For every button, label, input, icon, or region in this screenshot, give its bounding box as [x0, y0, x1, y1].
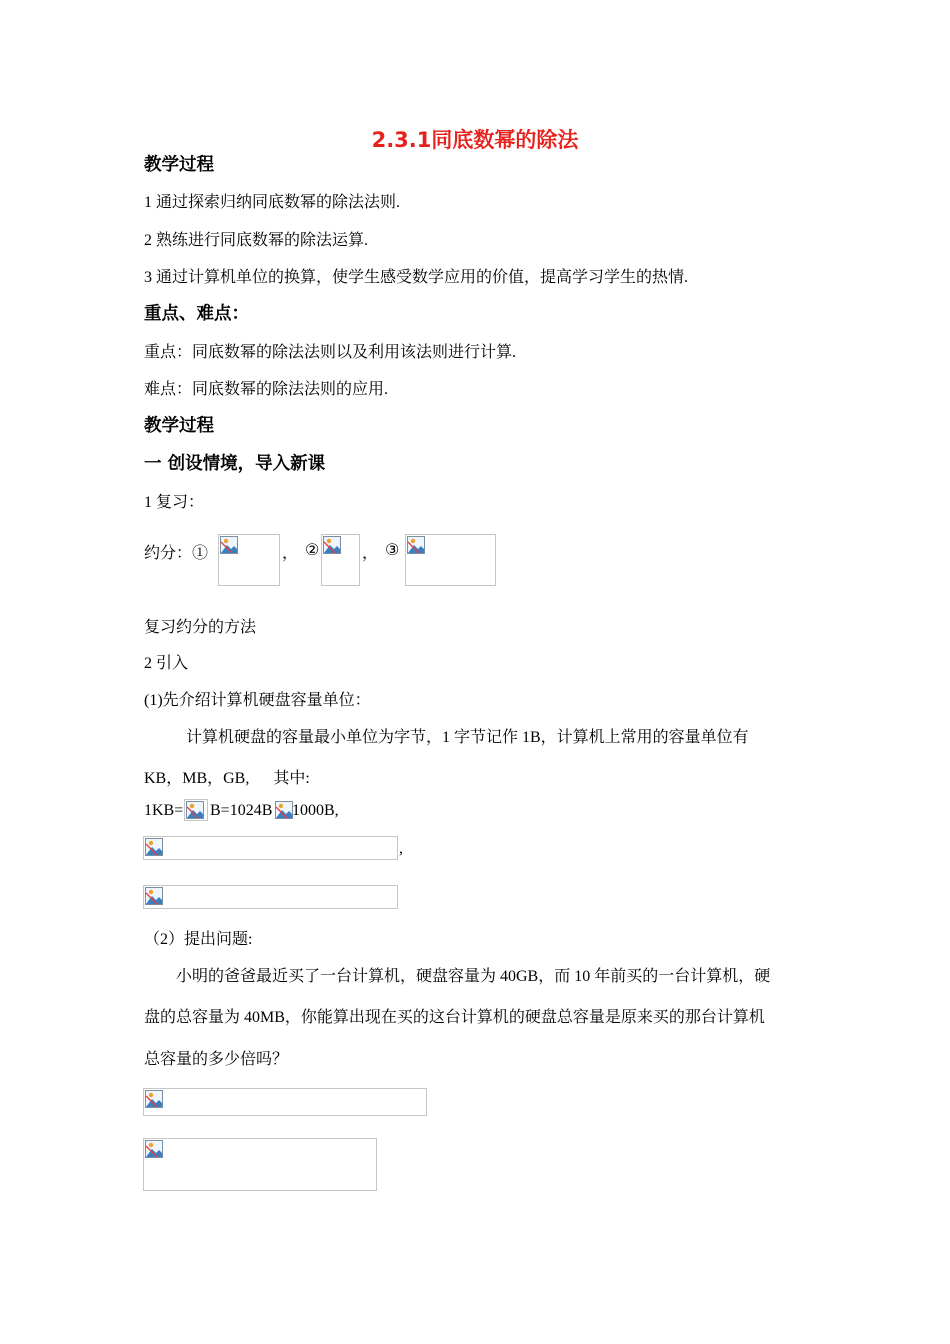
heading-teaching-process: 教学过程 — [144, 155, 214, 175]
question-label: （2）提出问题: — [144, 931, 253, 948]
key-point-text: 重点：同底数幂的除法法则以及利用该法则进行计算. — [144, 344, 517, 361]
kb-suffix: 1000B, — [292, 802, 339, 819]
question-line-3: 总容量的多少倍吗？ — [144, 1051, 289, 1068]
separator-2: ， — [362, 545, 379, 562]
formula-image-approx — [275, 801, 293, 819]
review-label: 1 复习： — [144, 494, 205, 511]
fraction-image-2 — [321, 534, 360, 586]
paragraph-line-1: 计算机硬盘的容量最小单位为字节，1 字节记作 1B，计算机上常用的容量单位有 — [186, 729, 749, 746]
objective-item-2: 2 熟练进行同底数幂的除法运算. — [144, 232, 369, 249]
broken-image-icon — [220, 536, 238, 554]
formula-image-gb — [143, 885, 398, 909]
subheading-intro: 一 创设情境，导入新课 — [144, 454, 326, 474]
broken-image-icon — [275, 801, 293, 819]
item-number-3: ③ — [385, 542, 400, 559]
item-number-2: ② — [305, 542, 320, 559]
kb-prefix: 1KB= — [144, 802, 184, 819]
broken-image-icon — [145, 1090, 163, 1108]
intro-step-1: (1)先介绍计算机硬盘容量单位： — [144, 692, 371, 709]
paragraph-line-2: KB，MB，GB, 其中: — [144, 770, 310, 787]
difficulty-text: 难点：同底数幂的除法法则的应用. — [144, 381, 389, 398]
kb-middle: B=1024B — [210, 802, 273, 819]
objective-item-1: 1 通过探索归纳同底数幂的除法法则. — [144, 194, 401, 211]
broken-image-icon — [145, 887, 163, 905]
formula-image-mb — [143, 836, 398, 860]
broken-image-icon — [186, 801, 204, 819]
broken-image-icon — [407, 536, 425, 554]
formula-image-kb — [184, 799, 208, 821]
document-title: 2.3.1同底数幂的除法 — [371, 128, 579, 152]
fraction-image-1 — [218, 534, 280, 586]
question-line-1: 小明的爸爸最近买了一台计算机，硬盘容量为 40GB，而 10 年前买的一台计算机，硬 — [176, 968, 771, 985]
review-method: 复习约分的方法 — [144, 619, 257, 636]
broken-image-icon — [145, 838, 163, 856]
fraction-image-3 — [405, 534, 496, 586]
question-line-2: 盘的总容量为 40MB，你能算出现在买的这台计算机的硬盘总容量是原来买的那台计算机 — [144, 1009, 765, 1026]
solution-image-1 — [143, 1088, 427, 1116]
formula-comma: , — [399, 840, 403, 857]
objective-item-3: 3 通过计算机单位的换算，使学生感受数学应用的价值，提高学习学生的热情. — [144, 269, 689, 286]
simplify-label: 约分：① — [144, 545, 209, 562]
broken-image-icon — [323, 536, 341, 554]
heading-teaching-process-2: 教学过程 — [144, 416, 214, 436]
broken-image-icon — [145, 1140, 163, 1158]
solution-image-2 — [143, 1138, 377, 1191]
intro-label: 2 引入 — [144, 655, 189, 672]
heading-key-points: 重点、难点： — [144, 304, 249, 324]
separator-1: ， — [282, 545, 299, 562]
